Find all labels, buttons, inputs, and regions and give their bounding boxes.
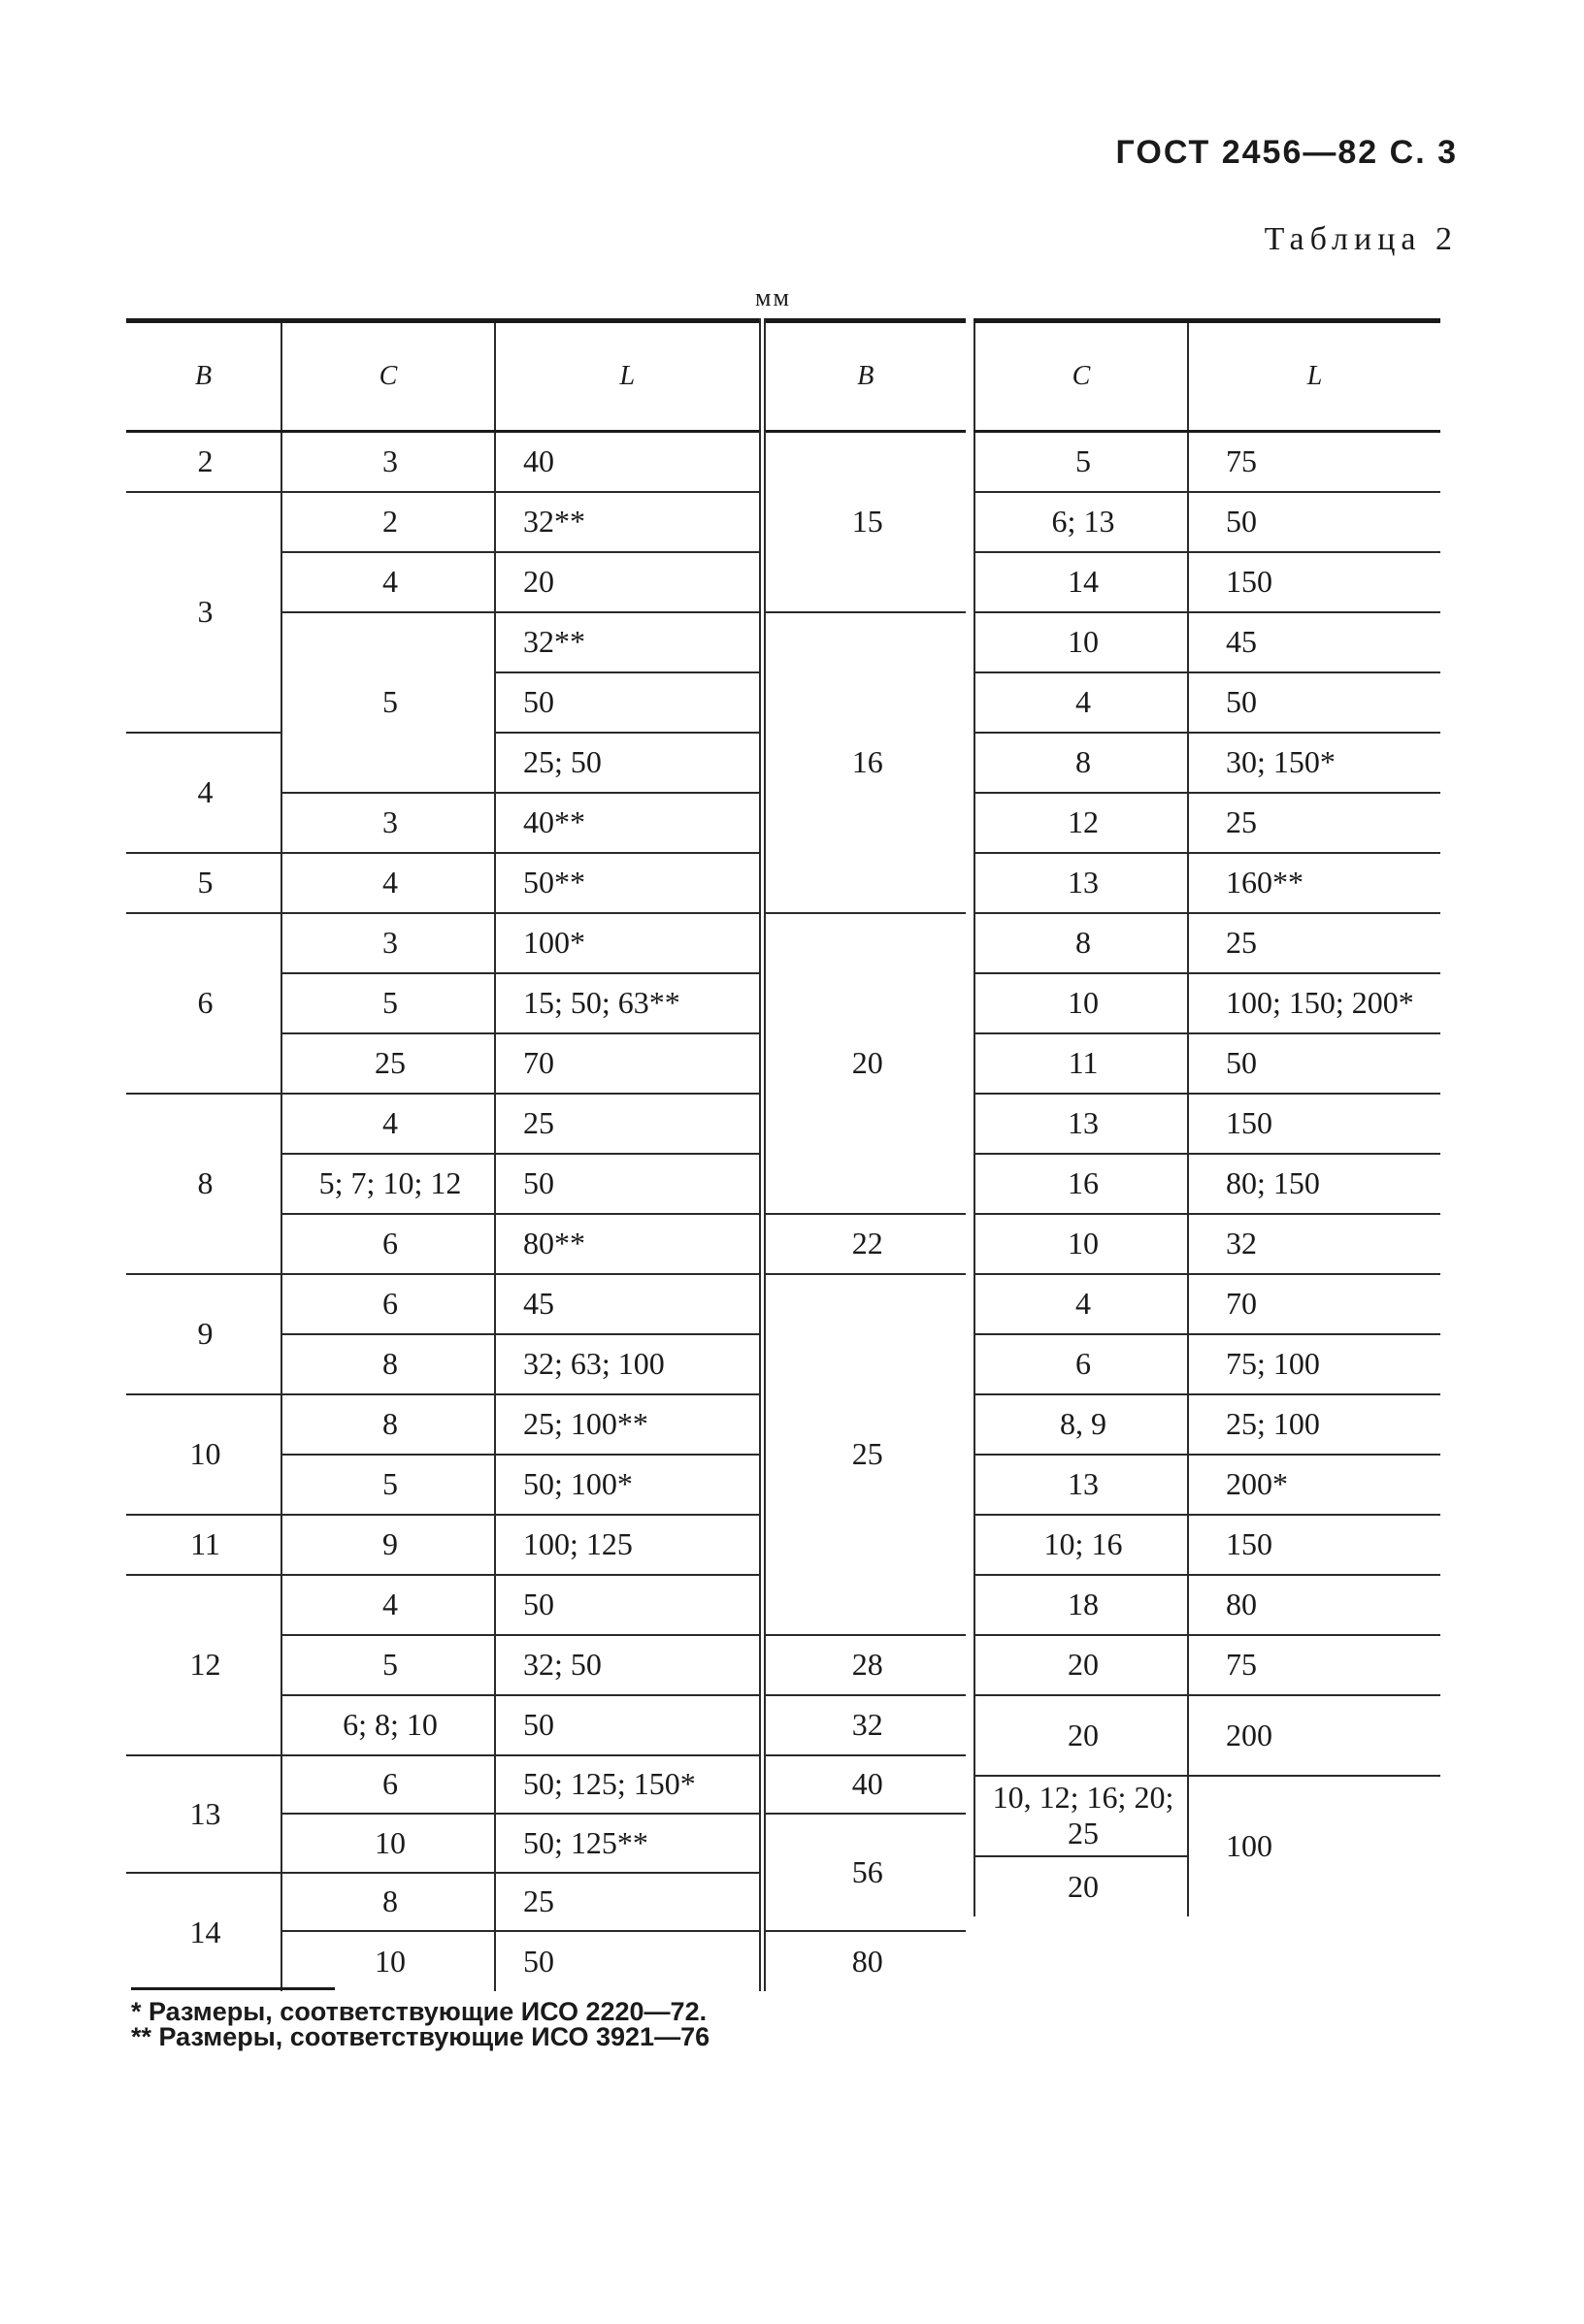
cell-l: 50 xyxy=(495,1695,762,1755)
cell-l: 150 xyxy=(1188,1094,1440,1154)
dimensions-table-right xyxy=(974,318,1440,1916)
column-header-b: B xyxy=(762,321,966,432)
cell-l: 32; 63; 100 xyxy=(495,1334,762,1394)
cell-c: 5 xyxy=(281,973,495,1033)
cell-b: 20 xyxy=(762,913,966,1214)
cell-b: 16 xyxy=(762,612,966,913)
cell-c: 8 xyxy=(281,1334,495,1394)
cell-c: 4 xyxy=(281,1094,495,1154)
cell-c: 10 xyxy=(281,1931,495,1991)
cell-c: 11 xyxy=(974,1033,1188,1094)
cell-l: 50; 100* xyxy=(495,1455,762,1515)
cell-l: 20 xyxy=(495,552,762,612)
cell-c: 6 xyxy=(281,1214,495,1274)
column-header-c: C xyxy=(974,321,1188,432)
cell-c: 20 xyxy=(974,1695,1188,1776)
cell-l: 50 xyxy=(495,672,762,733)
cell-c: 4 xyxy=(281,1575,495,1635)
cell-b: 8 xyxy=(126,1094,281,1274)
cell-c: 8 xyxy=(281,1394,495,1455)
cell-l: 32** xyxy=(495,612,762,672)
dimensions-table-left xyxy=(126,318,966,1991)
cell-b: 2 xyxy=(197,443,214,479)
cell-b: 4 xyxy=(126,733,281,853)
cell-c: 16 xyxy=(974,1154,1188,1214)
cell-b: 6 xyxy=(126,913,281,1094)
cell-c: 3 xyxy=(281,432,495,492)
table-left-half xyxy=(126,318,966,1991)
cell-c: 5 xyxy=(281,612,495,793)
cell-c: 6 xyxy=(281,1274,495,1334)
cell-c: 20 xyxy=(974,1635,1188,1695)
cell-c: 8 xyxy=(974,733,1188,793)
cell-l: 75 xyxy=(1188,1635,1440,1695)
cell-c: 6; 13 xyxy=(974,492,1188,552)
table-title: Таблица 2 xyxy=(1264,221,1458,257)
cell-c: 2 xyxy=(281,492,495,552)
cell-l: 200 xyxy=(1188,1695,1440,1776)
cell-l: 32 xyxy=(1188,1214,1440,1274)
cell-b: 13 xyxy=(126,1755,281,1873)
cell-l: 32; 50 xyxy=(495,1635,762,1695)
cell-c: 10 xyxy=(974,612,1188,672)
footnote-divider xyxy=(131,1987,335,1990)
cell-b: 22 xyxy=(762,1214,966,1274)
column-header-b: B xyxy=(126,321,281,432)
cell-l: 70 xyxy=(1188,1274,1440,1334)
cell-l: 75; 100 xyxy=(1188,1334,1440,1394)
cell-l: 45 xyxy=(495,1274,762,1334)
cell-b: 15 xyxy=(762,432,966,612)
cell-c: 10 xyxy=(974,1214,1188,1274)
cell-l: 40 xyxy=(495,432,762,492)
cell-c: 5 xyxy=(281,1635,495,1695)
cell-l: 32** xyxy=(495,492,762,552)
cell-b: 12 xyxy=(126,1575,281,1755)
cell-l: 40** xyxy=(495,793,762,853)
cell-l: 80** xyxy=(495,1214,762,1274)
cell-c: 8 xyxy=(281,1873,495,1932)
cell-c: 4 xyxy=(281,552,495,612)
cell-c: 6; 8; 10 xyxy=(281,1695,495,1755)
cell-l: 80; 150 xyxy=(1188,1154,1440,1214)
cell-l: 75 xyxy=(1188,432,1440,492)
cell-c: 12 xyxy=(974,793,1188,853)
cell-b: 3 xyxy=(126,492,281,733)
cell-c: 5; 7; 10; 12 xyxy=(281,1154,495,1214)
cell-b: 28 xyxy=(762,1635,966,1695)
table-right-half xyxy=(974,318,1440,1916)
cell-c: 5 xyxy=(974,432,1188,492)
cell-c: 10 xyxy=(974,973,1188,1033)
cell-c: 13 xyxy=(974,853,1188,913)
column-header-c: C xyxy=(281,321,495,432)
cell-l: 25 xyxy=(1188,793,1440,853)
cell-l: 100* xyxy=(495,913,762,973)
cell-l: 150 xyxy=(1188,1515,1440,1575)
cell-l: 70 xyxy=(495,1033,762,1094)
cell-l: 15; 50; 63** xyxy=(495,973,762,1033)
cell-l: 25; 50 xyxy=(495,733,762,793)
cell-l: 50 xyxy=(1188,1033,1440,1094)
cell-c: 10; 16 xyxy=(974,1515,1188,1575)
cell-l: 200* xyxy=(1188,1455,1440,1515)
cell-b: 9 xyxy=(126,1274,281,1394)
cell-b: 32 xyxy=(762,1695,966,1755)
cell-c: 3 xyxy=(281,793,495,853)
document-reference: ГОСТ 2456—82 С. 3 xyxy=(1115,134,1458,171)
cell-c: 13 xyxy=(974,1455,1188,1515)
cell-b: 56 xyxy=(762,1814,966,1931)
cell-c: 4 xyxy=(974,1274,1188,1334)
cell-b: 14 xyxy=(126,1873,281,1992)
cell-c: 4 xyxy=(281,853,495,913)
cell-l: 25; 100 xyxy=(1188,1394,1440,1455)
cell-l: 100 xyxy=(1188,1776,1440,1916)
cell-c: 4 xyxy=(974,672,1188,733)
cell-l: 25 xyxy=(495,1094,762,1154)
cell-c: 10, 12; 16; 20; 25 xyxy=(974,1776,1188,1856)
footnotes xyxy=(131,1999,710,2049)
cell-l: 160** xyxy=(1188,853,1440,913)
cell-l: 100; 125 xyxy=(495,1515,762,1575)
units-label: мм xyxy=(755,283,791,311)
cell-l: 25 xyxy=(1188,913,1440,973)
cell-b: 80 xyxy=(762,1931,966,1991)
cell-c: 25 xyxy=(281,1033,495,1094)
cell-l: 50 xyxy=(495,1154,762,1214)
cell-l: 50; 125** xyxy=(495,1814,762,1873)
column-header-l: L xyxy=(495,321,762,432)
cell-l: 50; 125; 150* xyxy=(495,1755,762,1815)
column-header-l: L xyxy=(1188,321,1440,432)
cell-c: 9 xyxy=(281,1515,495,1575)
cell-l: 150 xyxy=(1188,552,1440,612)
cell-c: 13 xyxy=(974,1094,1188,1154)
cell-l: 30; 150* xyxy=(1188,733,1440,793)
cell-b: 11 xyxy=(126,1515,281,1575)
cell-c: 20 xyxy=(974,1856,1188,1916)
cell-c: 8 xyxy=(974,913,1188,973)
cell-c: 18 xyxy=(974,1575,1188,1635)
footnote: ** Размеры, соответствующие ИСО 3921—76 xyxy=(131,2022,710,2051)
cell-c: 5 xyxy=(281,1455,495,1515)
cell-l: 25; 100** xyxy=(495,1394,762,1455)
cell-l: 50 xyxy=(1188,492,1440,552)
cell-b: 10 xyxy=(126,1394,281,1515)
cell-l: 25 xyxy=(495,1873,762,1932)
cell-b: 5 xyxy=(126,853,281,913)
cell-l: 50 xyxy=(495,1575,762,1635)
cell-c: 3 xyxy=(281,913,495,973)
cell-c: 6 xyxy=(281,1755,495,1815)
cell-c: 8, 9 xyxy=(974,1394,1188,1455)
cell-l: 80 xyxy=(1188,1575,1440,1635)
cell-c: 6 xyxy=(974,1334,1188,1394)
cell-b: 25 xyxy=(762,1274,966,1635)
cell-c: 14 xyxy=(974,552,1188,612)
cell-l: 50 xyxy=(495,1931,762,1991)
cell-l: 45 xyxy=(1188,612,1440,672)
footnote: * Размеры, соответствующие ИСО 2220—72. xyxy=(131,1997,708,2026)
cell-l: 50 xyxy=(1188,672,1440,733)
cell-l: 100; 150; 200* xyxy=(1188,973,1440,1033)
cell-l: 50** xyxy=(495,853,762,913)
cell-b: 40 xyxy=(762,1755,966,1815)
cell-c: 10 xyxy=(281,1814,495,1873)
